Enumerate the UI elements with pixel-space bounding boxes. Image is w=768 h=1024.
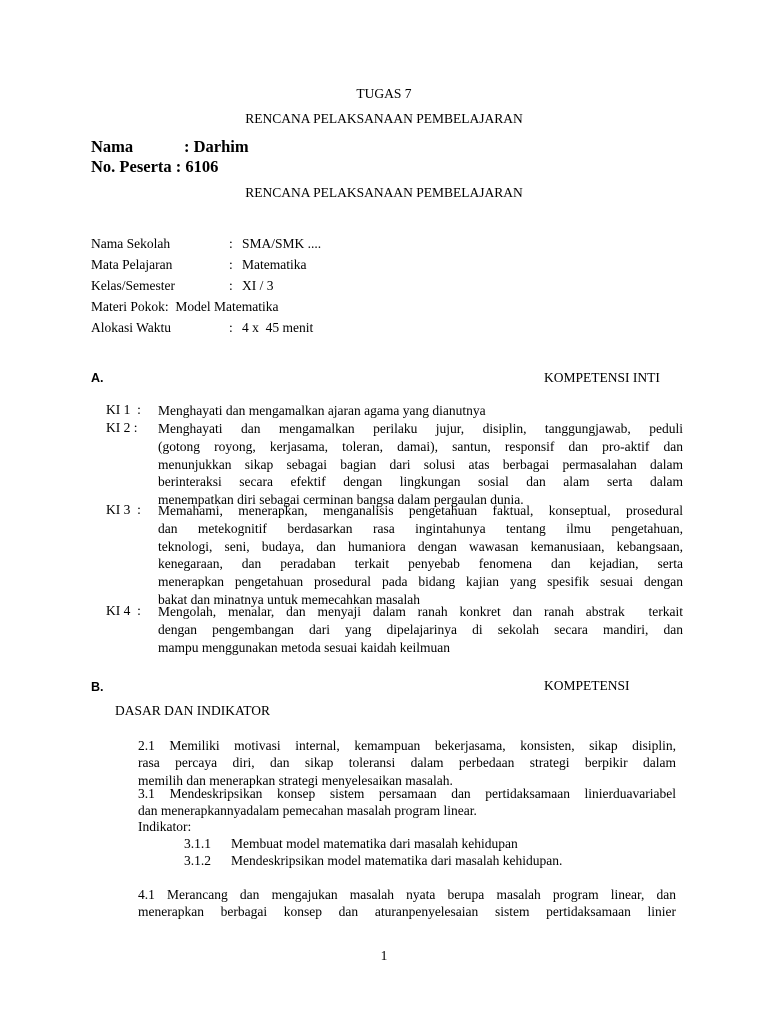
document-subtitle: RENCANA PELAKSANAAN PEMBELAJARAN (245, 185, 523, 200)
document-title: RENCANA PELAKSANAAN PEMBELAJARAN (245, 111, 523, 126)
section-b-letter: B. (91, 680, 104, 694)
ki-text (158, 603, 683, 656)
ki-label: KI 2 : (106, 420, 138, 435)
kd-line: 2.1 Memiliki motivasi internal, kemampuan bekerjasama, konsisten, sikap disiplin, (138, 738, 676, 753)
ki-line: teknologi, seni, budaya, dan humaniora dengan wawasan kemanusiaan, kebangsaan, (158, 538, 683, 554)
ki-text (158, 502, 683, 609)
kd-line: rasa percaya diri, dan sikap toleransi dalam perbedaan strategi berpikir dalam (138, 755, 676, 771)
ki-line: berinteraksi secara efektif dengan lingkungan sosial dan alam serta dalam (158, 474, 683, 490)
kd-4-1 (138, 886, 676, 921)
meta-value: XI / 3 (242, 278, 274, 293)
kd-paragraph (138, 737, 676, 789)
ki-line: kenegaraan, dan peradaban terkait penyebab fenomena dan kejadian, serta (158, 556, 683, 572)
meta-value: Matematika (242, 257, 307, 272)
meta-colon: : (229, 320, 233, 335)
meta-colon: : (229, 278, 233, 293)
kd-line: menerapkan berbagai konsep dan aturanpenyelesaian sistem pertidaksamaan linier (138, 904, 676, 920)
name-label: Nama (91, 137, 134, 156)
section-a-heading: KOMPETENSI INTI (544, 370, 660, 385)
kd-paragraph (138, 886, 676, 921)
ki-line: menunjukkan sikap sebagai bagian dari solusi atas berbagai permasalahan dalam (158, 456, 683, 472)
ki-line: menempatkan diri sebagai cerminan bangsa dalam pergaulan dunia. (158, 492, 524, 508)
name-value: : Darhim (184, 137, 249, 156)
ki-label: KI 4 : (106, 603, 141, 618)
ki-text (158, 420, 683, 509)
kd-line: dan menerapkannyadalam pemecahan masalah program linear. (138, 803, 477, 819)
meta-label: Materi Pokok: Model Matematika (91, 299, 279, 314)
kd-paragraph (138, 785, 676, 820)
ki-line: Menghayati dan mengamalkan ajaran agama yang dianutnya (158, 403, 486, 418)
meta-value: 4 x 45 menit (242, 320, 314, 335)
ki-line: Menghayati dan mengamalkan perilaku jujur, disiplin, tanggungjawab, peduli (158, 421, 683, 436)
indikator-text: Mendeskripsikan model matematika dari masalah kehidupan. (231, 853, 563, 868)
meta-colon: : (229, 257, 233, 272)
ki-line: bakat dan minatnya untuk memecahkan masalah (158, 591, 421, 607)
kd-2-1 (138, 737, 676, 789)
ki-line: Memahami, menerapkan, menganalisis pengetahuan faktual, konseptual, prosedural (158, 503, 683, 518)
kd-3-1 (138, 785, 676, 820)
ki-line: (gotong royong, kerjasama, toleran, damai), santun, responsif dan pro-aktif dan (158, 438, 683, 454)
ki-line: Mengolah, menalar, dan menyaji dalam ranah konkret dan ranah abstrak terkait (158, 604, 683, 619)
meta-colon: : (229, 236, 233, 251)
ki-text (158, 402, 683, 420)
meta-label: Kelas/Semester (91, 278, 175, 293)
meta-label: Alokasi Waktu (91, 320, 172, 335)
indikator-label: Indikator: (138, 819, 192, 834)
ki-label: KI 3 : (106, 502, 141, 517)
indikator-number: 3.1.2 (184, 853, 211, 868)
kd-line: 4.1 Merancang dan mengajukan masalah nyata berupa masalah program linear, dan (138, 887, 676, 902)
participant-number: No. Peserta : 6106 (91, 157, 219, 176)
meta-label: Mata Pelajaran (91, 257, 173, 272)
ki-line: dengan pengembangan dari yang dipelajarinya di sekolah secara mandiri, dan (158, 621, 683, 637)
document-label: TUGAS 7 (356, 86, 412, 101)
ki-line: dan metekognitif berdasarkan rasa ingintahunya tentang ilmu pengetahuan, (158, 520, 683, 536)
ki-line: mampu menggunakan metoda sesuai kaidah keilmuan (158, 639, 451, 655)
indikator-text: Membuat model matematika dari masalah kehidupan (231, 836, 518, 851)
section-a-letter: A. (91, 371, 104, 385)
page-number: 1 (380, 948, 388, 963)
ki-label: KI 1 : (106, 402, 141, 417)
ki-line: menerapkan pengetahuan prosedural pada bidang kajian yang spesifik sesuai dengan (158, 574, 683, 590)
kd-line: memilih dan menerapkan strategi menyelesaikan masalah. (138, 772, 453, 788)
section-b-heading: KOMPETENSI (544, 678, 630, 693)
meta-label: Nama Sekolah (91, 236, 171, 251)
indikator-number: 3.1.1 (184, 836, 211, 851)
section-b-heading-continued: DASAR DAN INDIKATOR (115, 703, 271, 718)
meta-value: SMA/SMK .... (242, 236, 322, 251)
kd-line: 3.1 Mendeskripsikan konsep sistem persamaan dan pertidaksamaan linierduavariabel (138, 786, 676, 801)
